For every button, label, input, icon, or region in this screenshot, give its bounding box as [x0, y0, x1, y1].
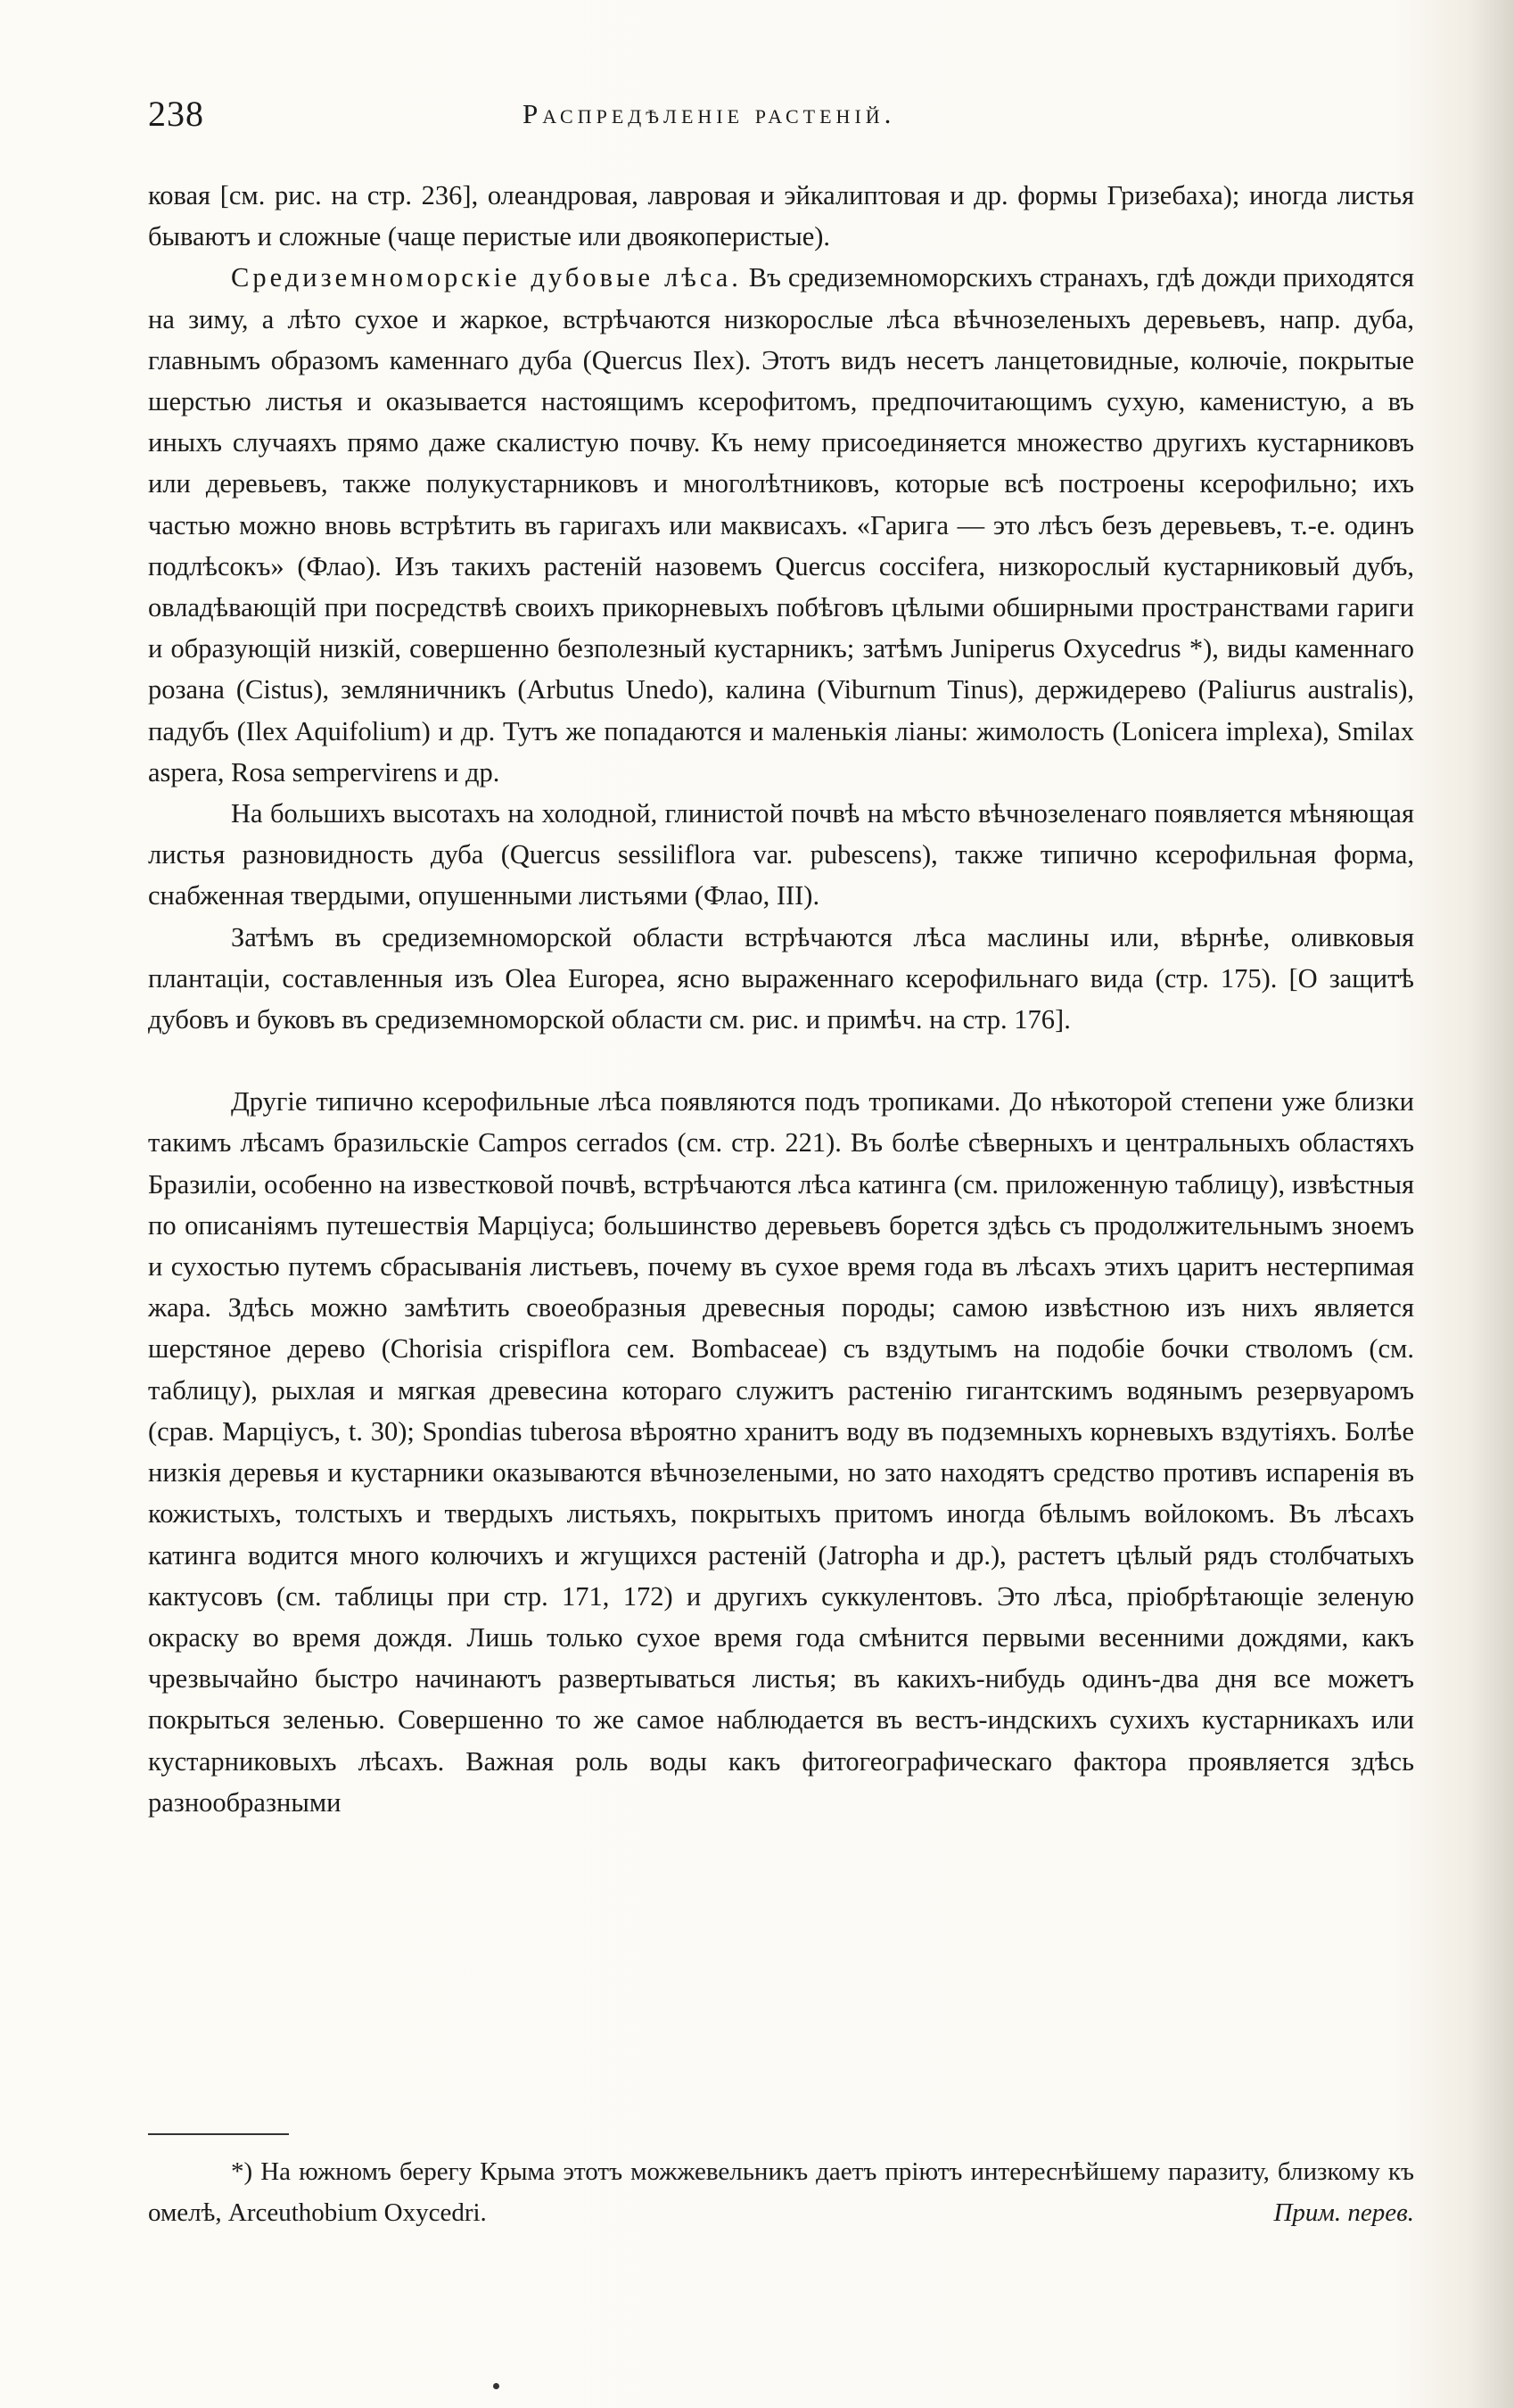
paragraph-high-altitudes: На большихъ высотахъ на холодной, глинистой почвѣ на мѣсто вѣчнозеленаго появляется мѣняющая листья разновидность дуба (Quercus sessiliflora var. pubescens), также типично ксерофильная форма, снабженная твердыми, опушенными листьями (Флао, III).: [148, 798, 1414, 911]
paragraph-olive-forests: Затѣмъ въ средиземноморской области встрѣчаются лѣса маслины или, вѣрнѣе, оливковыя плантаціи, составленныя изъ Olea Europea, ясно выраженнаго ксерофильнаго вида (стр. 175). [О защитѣ дубовъ и буковъ въ средиземноморской области см. рис. и примѣч. на стр. 176].: [148, 921, 1414, 1035]
paragraph-continuation: ковая [см. рис. на стр. 236], олеандровая, лавровая и эйкалиптовая и др. формы Гризебаха); иногда листья бываютъ и сложные (чаще перистые или двоякоперистые).: [148, 180, 1414, 252]
footnote-divider: [148, 2133, 289, 2135]
paragraph-text: Въ средиземноморскихъ странахъ, гдѣ дожди приходятся на зиму, а лѣто сухое и жаркое, встрѣчаются низкорослые лѣса вѣчнозеленыхъ деревьевъ, напр. дуба, главнымъ образомъ каменнаго дуба (Quercus Ilex). Этотъ видъ несетъ ланцетовидные, колючіе, покрытые шерстью листья и оказывается настоящимъ ксерофитомъ, предпочитающимъ сухую, каменистую, а въ иныхъ случаяхъ прямо даже скалистую почву. Къ нему присоединяется множество другихъ кустарниковъ или деревьевъ, также полукустарниковъ и многолѣтниковъ, которые всѣ построены ксерофильно; ихъ частью можно вновь встрѣтить въ гаригахъ или маквисахъ. «Гарига — это лѣсъ безъ деревьевъ, т.-е. одинъ подлѣсокъ» (Флао). Изъ такихъ растеній назовемъ Quercus coccifera, низкорослый кустарниковый дубъ, овладѣвающій при посредствѣ своихъ прикорневыхъ побѣговъ цѣлыми обширными пространствами гариги и образующій низкій, совершенно безполезный кустарникъ; затѣмъ Juniperus Oxycedrus *), виды каменнаго розана (Cistus), земляничникъ (Arbutus Unedo), калина (Viburnum Tinus), держидерево (Paliurus australis), падубъ (Ilex Aquifolium) и др. Тутъ же попадаются и маленькія ліаны: жимолость (Lonicera implexa), Smilax aspera, Rosa sempervirens и др.: [148, 262, 1414, 788]
paragraph-tropical-forests: Другіе типично ксерофильные лѣса появляются подъ тропиками. До нѣкоторой степени уже близки такимъ лѣсамъ бразильскіе Campos cerrados (см. стр. 221). Въ болѣе сѣверныхъ и центральныхъ областяхъ Бразиліи, особенно на известковой почвѣ, встрѣчаются лѣса катинга (см. приложенную таблицу), извѣстныя по описаніямъ путешествія Марціуса; большинство деревьевъ борется здѣсь съ продолжительнымъ зноемъ и сухостью путемъ сбрасыванія листьевъ, почему въ сухое время года въ лѣсахъ этихъ царитъ нестерпимая жара. Здѣсь можно замѣтить своеобразныя древесныя породы; самою извѣстною изъ нихъ является шерстяное дерево (Chorisia crispiflora сем. Bombaceae) съ вздутымъ на подобіе бочки стволомъ (см. таблицу), рыхлая и мягкая древесина котораго служитъ растенію гигантскимъ водянымъ резервуаромъ (срав. Марціусъ, t. 30); Spondias tuberosa вѣроятно хранитъ воду въ подземныхъ корневыхъ вздутіяхъ. Болѣе низкія деревья и кустарники оказываются вѣчнозелеными, но зато находятъ средство противъ испаренія въ кожистыхъ, толстыхъ и твердыхъ листьяхъ, покрытыхъ притомъ иногда бѣлымъ войлокомъ. Въ лѣсахъ катинга водится много колючихъ и жгущихся растеній (Jatropha и др.), растетъ цѣлый рядъ столбчатыхъ кактусовъ (см. таблицы при стр. 171, 172) и другихъ суккулентовъ. Это лѣса, пріобрѣтающіе зеленую окраску во время дождя. Лишь только сухое время года смѣнится первыми весенними дождями, какъ чрезвычайно быстро начинаютъ развертываться листья; въ какихъ-нибудь одинъ-два дня все можетъ покрыться зеленью. Совершенно то же самое наблюдается въ вестъ-индскихъ сухихъ кустарникахъ или кустарниковыхъ лѣсахъ. Важная роль воды какъ фитогеографическаго фактора проявляется здѣсь разнообразными: [148, 1086, 1414, 1818]
print-speck: [493, 2383, 499, 2389]
page-header: [148, 93, 1414, 146]
body-text: [148, 175, 1414, 1823]
translator-note-sign: Прим. перев.: [1273, 2198, 1414, 2227]
footnote: [148, 2151, 1414, 2233]
paragraph-mediterranean-oak-forests: [148, 257, 1414, 793]
section-lead-heading: Средиземноморскіе дубовые лѣса.: [231, 262, 742, 293]
footnote-text: *) На южномъ берегу Крыма этотъ можжевельникъ даетъ пріютъ интереснѣйшему паразиту, близкому къ омелѣ, Arceuthobium Oxycedri.: [148, 2157, 1414, 2227]
page-number: 238: [148, 94, 204, 134]
footnote-body: [148, 2151, 1414, 2233]
running-head: Распредѣленіе растеній.: [522, 98, 896, 129]
